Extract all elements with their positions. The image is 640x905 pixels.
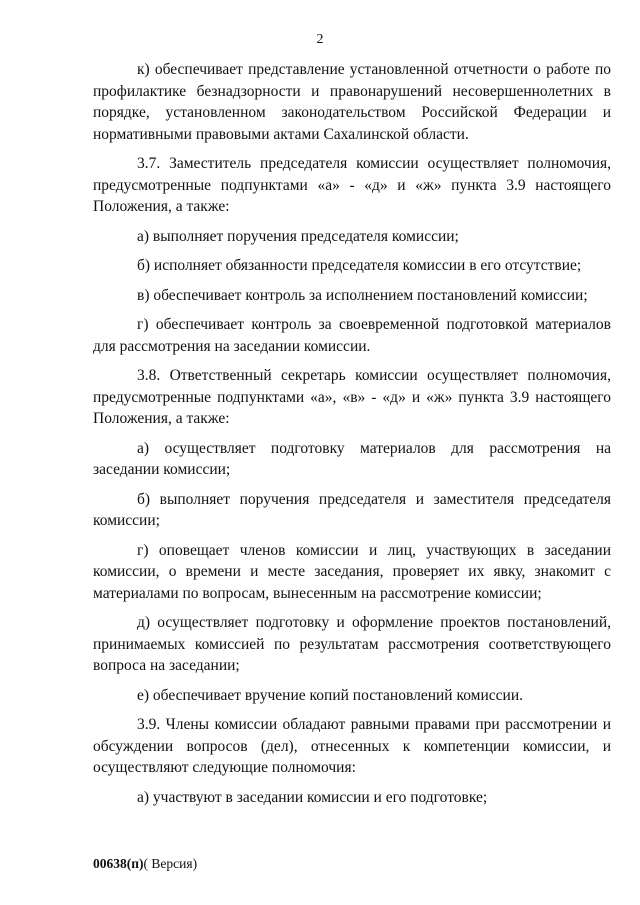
paragraph-3-9: 3.9. Члены комиссии обладают равными правами при рассмотрении и обсуждении вопросов (дел), отнесенных к компетенции комиссии, и осуществляют следующие полномочия:	[93, 716, 611, 776]
list-item: г) обеспечивает контроль за своевременной подготовкой материалов для рассмотрения на заседании комиссии.	[93, 316, 611, 355]
list-item: а) осуществляет подготовку материалов для рассмотрения на заседании комиссии;	[93, 439, 611, 478]
paragraph-3-8: 3.8. Ответственный секретарь комиссии осуществляет полномочия, предусмотренные подпунктами «а», «в» - «д» и «ж» пункта 3.9 настоящего Положения, а также:	[93, 367, 611, 427]
list-item: б) исполняет обязанности председателя комиссии в его отсутствие;	[137, 257, 582, 274]
list-item: а) участвуют в заседании комиссии и его подготовке;	[137, 788, 488, 806]
list-item: д) осуществляет подготовку и оформление проектов постановлений, принимаемых комиссией по результатам рассмотрения соответствующего вопроса на заседании;	[93, 614, 611, 674]
list-item: е) обеспечивает вручение копий постановлений комиссии.	[137, 686, 523, 704]
paragraph-k-reporting: к) обеспечивает представление установленной отчетности о работе по профилактике безнадзорности и правонарушений несовершеннолетних в порядке, установленном законодательством Российской Федерации и нормативными правовыми актами Сахалинской области.	[93, 61, 611, 143]
list-item: г) оповещает членов комиссии и лиц, участвующих в заседании комиссии, о времени и месте заседания, проверяет их явку, знакомит с материалами по вопросам, вынесенным на рассмотрение комиссии;	[93, 541, 611, 602]
document-body	[93, 59, 611, 816]
version-label: ( Версия)	[143, 856, 198, 871]
document-footer	[93, 856, 197, 872]
list-item: б) выполняет поручения председателя и заместителя председателя комиссии;	[93, 490, 611, 529]
paragraph-3-7: 3.7. Заместитель председателя комиссии осуществляет полномочия, предусмотренные подпунктами «а» - «д» и «ж» пункта 3.9 настоящего Положения, а также:	[93, 155, 611, 215]
page-number: 2	[316, 32, 324, 47]
list-item: а) выполняет поручения председателя комиссии;	[137, 227, 459, 245]
list-item: в) обеспечивает контроль за исполнением постановлений комиссии;	[137, 286, 588, 304]
document-code: 00638(п)	[93, 856, 144, 871]
